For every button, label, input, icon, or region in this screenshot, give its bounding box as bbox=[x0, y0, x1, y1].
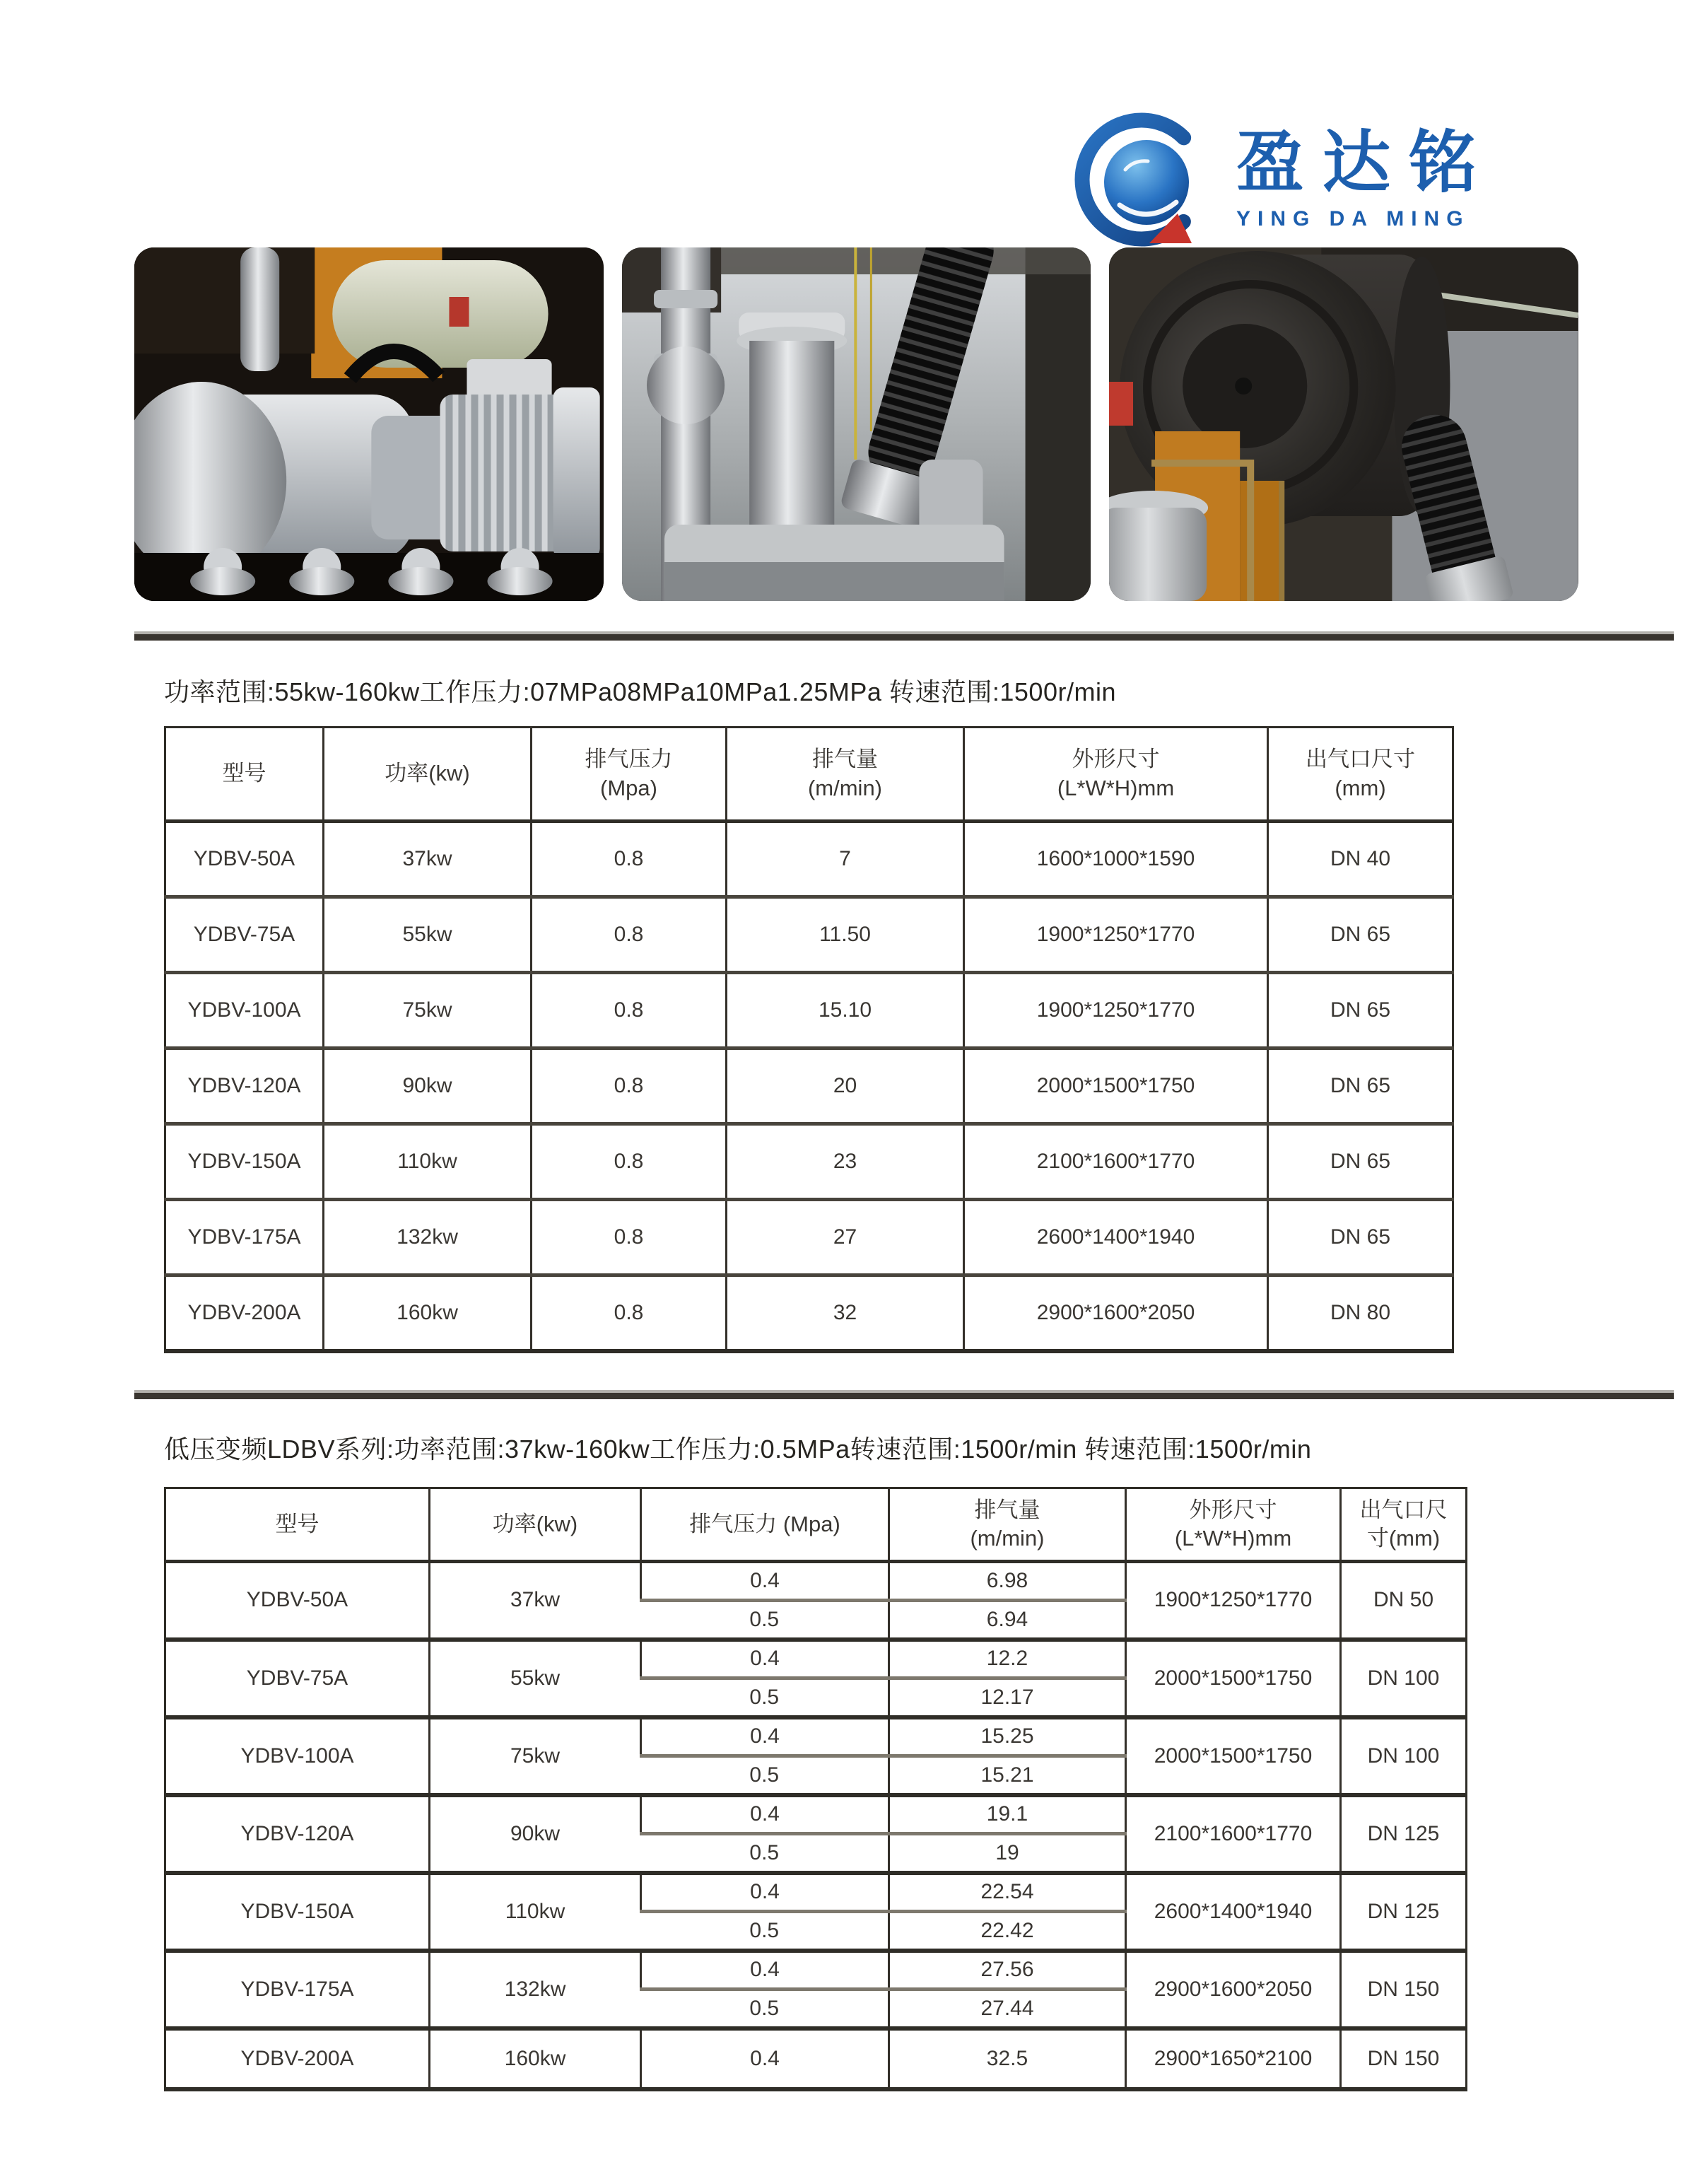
cell-model: YDBV-50A bbox=[165, 1562, 430, 1640]
cell-flow: 15.25 bbox=[889, 1717, 1126, 1756]
cell-dimensions: 1600*1000*1590 bbox=[964, 822, 1268, 897]
airend-motor-image bbox=[134, 247, 604, 601]
piping-image bbox=[622, 247, 1091, 601]
air-filter-image bbox=[1109, 247, 1578, 601]
header-flow: 排气量 (m/min) bbox=[889, 1488, 1126, 1562]
cell-power: 160kw bbox=[324, 1275, 532, 1351]
spec-table-standard bbox=[164, 726, 1454, 1353]
cell-outlet: DN 150 bbox=[1341, 2028, 1467, 2089]
cell-outlet: DN 80 bbox=[1268, 1275, 1453, 1351]
cell-power: 55kw bbox=[324, 897, 532, 973]
cell-flow: 6.94 bbox=[889, 1601, 1126, 1640]
cell-outlet: DN 100 bbox=[1341, 1717, 1467, 1795]
cell-model: YDBV-200A bbox=[165, 2028, 430, 2089]
header-row bbox=[165, 728, 1453, 822]
header-row bbox=[165, 1488, 1467, 1562]
table-row bbox=[165, 1124, 1453, 1200]
cell-dimensions: 2000*1500*1750 bbox=[1126, 1717, 1341, 1795]
cell-flow: 15.21 bbox=[889, 1756, 1126, 1795]
cell-dimensions: 2100*1600*1770 bbox=[1126, 1795, 1341, 1873]
cell-model: YDBV-175A bbox=[165, 1951, 430, 2028]
cell-pressure: 0.8 bbox=[532, 1049, 727, 1124]
photo-airend-motor bbox=[134, 247, 604, 601]
section2-intro-text: 低压变频LDBV系列:功率范围:37kw-160kw工作压力:0.5MPa转速范围:1500r/min 转速范围:1500r/min bbox=[164, 1435, 1312, 1464]
header-pressure: 排气压力 (Mpa) bbox=[532, 728, 727, 822]
cell-outlet: DN 65 bbox=[1268, 1200, 1453, 1275]
brand-logo bbox=[1073, 99, 1511, 260]
cell-model: YDBV-100A bbox=[165, 973, 324, 1049]
cell-pressure: 0.4 bbox=[641, 1640, 889, 1678]
table-row bbox=[165, 1873, 1467, 1912]
table-row bbox=[165, 822, 1453, 897]
cell-model: YDBV-200A bbox=[165, 1275, 324, 1351]
cell-outlet: DN 125 bbox=[1341, 1873, 1467, 1951]
brand-name bbox=[1236, 124, 1495, 232]
header-dimensions: 外形尺寸 (L*W*H)mm bbox=[964, 728, 1268, 822]
header-outlet: 出气口尺 寸(mm) bbox=[1341, 1488, 1467, 1562]
cell-flow: 32.5 bbox=[889, 2028, 1126, 2089]
product-photos bbox=[134, 247, 1578, 601]
cell-flow: 7 bbox=[727, 822, 964, 897]
cell-dimensions: 2900*1650*2100 bbox=[1126, 2028, 1341, 2089]
cell-power: 110kw bbox=[430, 1873, 641, 1951]
cell-flow: 22.42 bbox=[889, 1912, 1126, 1951]
cell-model: YDBV-120A bbox=[165, 1049, 324, 1124]
cell-flow: 12.17 bbox=[889, 1678, 1126, 1717]
cell-dimensions: 2600*1400*1940 bbox=[964, 1200, 1268, 1275]
cell-power: 75kw bbox=[324, 973, 532, 1049]
cell-outlet: DN 150 bbox=[1341, 1951, 1467, 2028]
cell-model: YDBV-175A bbox=[165, 1200, 324, 1275]
section1-intro-text: 功率范围:55kw-160kw工作压力:07MPa08MPa10MPa1.25MPa 转速范围:1500r/min bbox=[164, 677, 1116, 706]
cell-flow: 22.54 bbox=[889, 1873, 1126, 1912]
section-divider bbox=[134, 1390, 1674, 1399]
header-model: 型号 bbox=[165, 1488, 430, 1562]
logo-mark-icon bbox=[1073, 102, 1218, 257]
cell-model: YDBV-100A bbox=[165, 1717, 430, 1795]
cell-dimensions: 2000*1500*1750 bbox=[1126, 1640, 1341, 1717]
cell-model: YDBV-150A bbox=[165, 1124, 324, 1200]
photo-air-filter bbox=[1109, 247, 1578, 601]
cell-outlet: DN 40 bbox=[1268, 822, 1453, 897]
cell-pressure: 0.5 bbox=[641, 1834, 889, 1873]
cell-power: 37kw bbox=[430, 1562, 641, 1640]
spec-table-low-pressure-vfd bbox=[164, 1487, 1467, 2091]
cell-pressure: 0.4 bbox=[641, 1795, 889, 1834]
cell-pressure: 0.4 bbox=[641, 2028, 889, 2089]
cell-dimensions: 1900*1250*1770 bbox=[1126, 1562, 1341, 1640]
cell-flow: 23 bbox=[727, 1124, 964, 1200]
header-flow: 排气量 (m/min) bbox=[727, 728, 964, 822]
cell-dimensions: 1900*1250*1770 bbox=[964, 973, 1268, 1049]
header-power: 功率(kw) bbox=[324, 728, 532, 822]
cell-power: 90kw bbox=[430, 1795, 641, 1873]
cell-power: 75kw bbox=[430, 1717, 641, 1795]
cell-power: 90kw bbox=[324, 1049, 532, 1124]
cell-flow: 27.44 bbox=[889, 1990, 1126, 2028]
brand-name-en: YING DA MING bbox=[1236, 207, 1470, 231]
cell-pressure: 0.8 bbox=[532, 1275, 727, 1351]
cell-pressure: 0.4 bbox=[641, 1562, 889, 1601]
cell-dimensions: 2000*1500*1750 bbox=[964, 1049, 1268, 1124]
section-divider bbox=[134, 631, 1674, 641]
cell-dimensions: 2900*1600*2050 bbox=[964, 1275, 1268, 1351]
table-row bbox=[165, 1049, 1453, 1124]
cell-pressure: 0.4 bbox=[641, 1717, 889, 1756]
cell-pressure: 0.5 bbox=[641, 1678, 889, 1717]
header-power: 功率(kw) bbox=[430, 1488, 641, 1562]
cell-flow: 27.56 bbox=[889, 1951, 1126, 1990]
cell-pressure: 0.4 bbox=[641, 1873, 889, 1912]
cell-flow: 12.2 bbox=[889, 1640, 1126, 1678]
cell-flow: 20 bbox=[727, 1049, 964, 1124]
table-row bbox=[165, 1200, 1453, 1275]
table-row bbox=[165, 897, 1453, 973]
cell-power: 160kw bbox=[430, 2028, 641, 2089]
cell-pressure: 0.8 bbox=[532, 897, 727, 973]
header-pressure: 排气压力 (Mpa) bbox=[641, 1488, 889, 1562]
table-row bbox=[165, 1717, 1467, 1756]
cell-pressure: 0.8 bbox=[532, 973, 727, 1049]
cell-dimensions: 2600*1400*1940 bbox=[1126, 1873, 1341, 1951]
cell-outlet: DN 65 bbox=[1268, 1124, 1453, 1200]
cell-power: 55kw bbox=[430, 1640, 641, 1717]
cell-outlet: DN 65 bbox=[1268, 1049, 1453, 1124]
cell-flow: 6.98 bbox=[889, 1562, 1126, 1601]
table-row bbox=[165, 1275, 1453, 1351]
cell-model: YDBV-50A bbox=[165, 822, 324, 897]
table-row bbox=[165, 973, 1453, 1049]
cell-model: YDBV-120A bbox=[165, 1795, 430, 1873]
cell-dimensions: 2100*1600*1770 bbox=[964, 1124, 1268, 1200]
cell-model: YDBV-75A bbox=[165, 897, 324, 973]
cell-flow: 11.50 bbox=[727, 897, 964, 973]
cell-flow: 32 bbox=[727, 1275, 964, 1351]
cell-dimensions: 2900*1600*2050 bbox=[1126, 1951, 1341, 2028]
cell-pressure: 0.5 bbox=[641, 1912, 889, 1951]
table-row bbox=[165, 2028, 1467, 2089]
cell-outlet: DN 125 bbox=[1341, 1795, 1467, 1873]
cell-pressure: 0.5 bbox=[641, 1601, 889, 1640]
cell-power: 132kw bbox=[324, 1200, 532, 1275]
cell-outlet: DN 65 bbox=[1268, 897, 1453, 973]
cell-pressure: 0.4 bbox=[641, 1951, 889, 1990]
photo-piping-detail bbox=[622, 247, 1091, 601]
cell-pressure: 0.5 bbox=[641, 1990, 889, 2028]
table-row bbox=[165, 1951, 1467, 1990]
header-dimensions: 外形尺寸 (L*W*H)mm bbox=[1126, 1488, 1341, 1562]
header-model: 型号 bbox=[165, 728, 324, 822]
cell-outlet: DN 100 bbox=[1341, 1640, 1467, 1717]
table-row bbox=[165, 1795, 1467, 1834]
cell-pressure: 0.8 bbox=[532, 1200, 727, 1275]
cell-power: 37kw bbox=[324, 822, 532, 897]
cell-power: 110kw bbox=[324, 1124, 532, 1200]
cell-model: YDBV-75A bbox=[165, 1640, 430, 1717]
table-row bbox=[165, 1562, 1467, 1601]
cell-flow: 27 bbox=[727, 1200, 964, 1275]
cell-dimensions: 1900*1250*1770 bbox=[964, 897, 1268, 973]
cell-power: 132kw bbox=[430, 1951, 641, 2028]
cell-flow: 19.1 bbox=[889, 1795, 1126, 1834]
brand-name-cn: 盈达铭 bbox=[1236, 124, 1495, 201]
header-outlet: 出气口尺寸 (mm) bbox=[1268, 728, 1453, 822]
cell-flow: 15.10 bbox=[727, 973, 964, 1049]
cell-pressure: 0.8 bbox=[532, 1124, 727, 1200]
cell-flow: 19 bbox=[889, 1834, 1126, 1873]
cell-pressure: 0.8 bbox=[532, 822, 727, 897]
table-row bbox=[165, 1640, 1467, 1678]
cell-model: YDBV-150A bbox=[165, 1873, 430, 1951]
cell-outlet: DN 65 bbox=[1268, 973, 1453, 1049]
cell-outlet: DN 50 bbox=[1341, 1562, 1467, 1640]
cell-pressure: 0.5 bbox=[641, 1756, 889, 1795]
